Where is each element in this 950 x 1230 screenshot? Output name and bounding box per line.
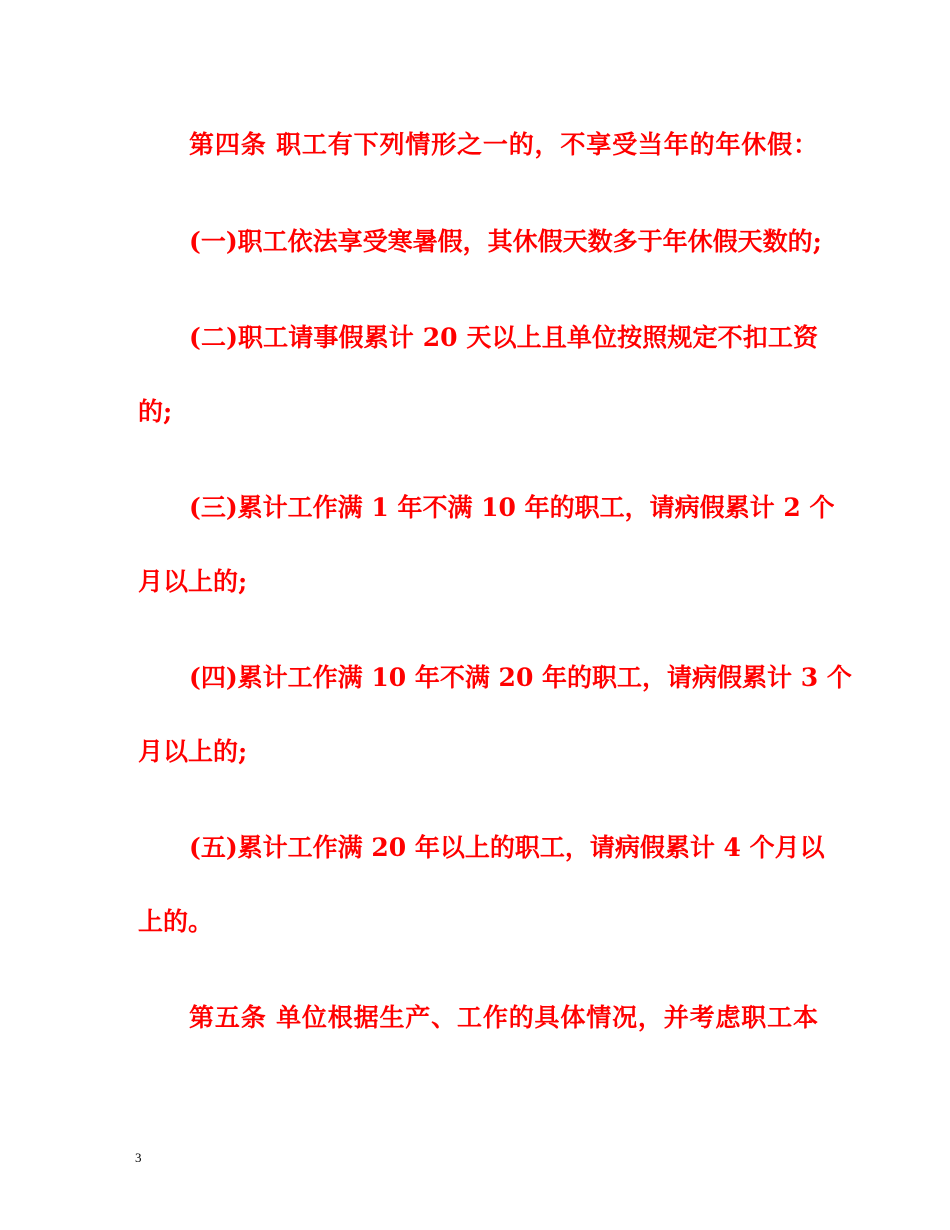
article4-item3-line1: (三)累计工作满 1 年不满 10 年的职工，请病假累计 2 个 bbox=[189, 493, 835, 522]
article4-item4-line2: 月以上的; bbox=[138, 737, 248, 766]
article4-item4-line1: (四)累计工作满 10 年不满 20 年的职工，请病假累计 3 个 bbox=[189, 663, 852, 692]
article4-item2-line1: (二)职工请事假累计 20 天以上且单位按照规定不扣工资 bbox=[189, 323, 818, 352]
article4-heading: 第四条 职工有下列情形之一的，不享受当年的年休假： bbox=[189, 130, 818, 159]
page-number: 3 bbox=[135, 1150, 142, 1165]
article4-item5-line2: 上的。 bbox=[138, 907, 214, 936]
article4-item1: (一)职工依法享受寒暑假，其休假天数多于年休假天数的; bbox=[189, 227, 822, 256]
article4-item5-line1: (五)累计工作满 20 年以上的职工，请病假累计 4 个月以 bbox=[189, 833, 825, 862]
article4-item3-line2: 月以上的; bbox=[138, 567, 248, 596]
article5-line1: 第五条 单位根据生产、工作的具体情况，并考虑职工本 bbox=[189, 1003, 818, 1032]
article4-item2-line2: 的; bbox=[138, 397, 173, 426]
